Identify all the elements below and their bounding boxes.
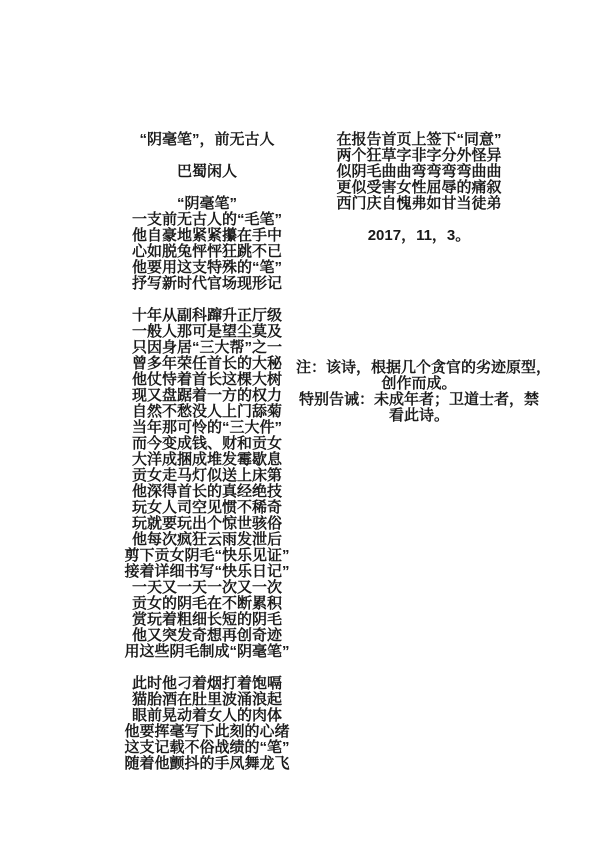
right-column <box>296 131 552 424</box>
poem-line: 眼前晃动着女人的肉体 <box>131 707 282 724</box>
poem-date: 2017，11，3。 <box>367 227 471 244</box>
note-line: 特别告诫：未成年者；卫道士者，禁 <box>298 391 539 408</box>
poem-line: 现又盘踞着一方的权力 <box>131 387 282 404</box>
poem-line: 剪下贡女阴毛“快乐见证” <box>124 547 290 564</box>
poem-line: 玩女人司空见惯不稀奇 <box>131 499 282 516</box>
poem-line: 玩就要玩出个惊世骇俗 <box>131 515 282 532</box>
poem-line: 在报告首页上签下“同意” <box>336 131 502 148</box>
poem-line: 他自豪地紧紧攥在手中 <box>131 227 282 244</box>
poem-line: 两个狂草字非字分外怪异 <box>336 147 502 164</box>
poem-line: 他要用这支特殊的“笔” <box>131 259 282 276</box>
poem-line: 心如脱兔怦怦狂跳不已 <box>131 243 282 260</box>
poem-line: 随着他颤抖的手凤舞龙飞 <box>124 755 290 772</box>
poem-line: 而今变成钱、财和贡女 <box>131 435 282 452</box>
poem-line: 抒写新时代官场现形记 <box>131 275 282 292</box>
poem-line: 这支记载不俗战绩的“笔” <box>124 739 290 756</box>
poem-line: 此时他刁着烟打着饱嗝 <box>131 675 282 692</box>
poem-line: 贡女的阴毛在不断累积 <box>131 595 282 612</box>
poem-line: 一支前无古人的“毛笔” <box>131 211 282 228</box>
note-line: 注：该诗，根据几个贪官的劣迹原型， <box>296 359 552 376</box>
poem-line: 曾多年荣任首长的大秘 <box>131 355 282 372</box>
poem-line: 贡女走马灯似送上床第 <box>131 467 282 484</box>
poem-line: 用这些阴毛制成“阴毫笔” <box>124 643 290 660</box>
poem-line: 接着详细书写“快乐日记” <box>124 563 290 580</box>
poem-line: 当年那可怜的“三大件” <box>131 419 282 436</box>
poem-line: 自然不愁没人上门舔菊 <box>131 403 282 420</box>
poem-line: 十年从副科蹿升正厅级 <box>131 307 282 324</box>
poem-line: 他要挥毫写下此刻的心绪 <box>124 723 290 740</box>
poem-line: 他又突发奇想再创奇迹 <box>131 627 282 644</box>
poem-line: 一般人那可是望尘莫及 <box>131 323 282 340</box>
poem-line: 他深得首长的真经绝技 <box>131 483 282 500</box>
poem-line: 只因身居“三大帮”之一 <box>131 339 282 356</box>
note-line: 创作而成。 <box>381 375 457 392</box>
poem-stanza-4 <box>296 132 542 212</box>
poem-line: 他每次疯狂云雨发泄后 <box>131 531 282 548</box>
poem-author: 巴蜀闲人 <box>176 163 237 180</box>
poem-stanza-3 <box>78 676 336 772</box>
poem-line: 一天又一天一次又一次 <box>131 579 282 596</box>
note-block <box>296 359 552 424</box>
poem-line: 西门庆自愧弗如甘当徒弟 <box>336 195 502 212</box>
poem-title: “阴毫笔”，前无古人 <box>139 131 275 148</box>
poem-line: 猫胎酒在肚里波涌浪起 <box>131 691 282 708</box>
poem-line: “阴毫笔” <box>176 195 237 212</box>
poem-line: 更似受害女性屈辱的痛叙 <box>336 179 502 196</box>
poem-line: 大洋成捆成堆发霉歇息 <box>131 451 282 468</box>
poem-line: 他仗恃着首长这棵大树 <box>131 371 282 388</box>
poem-line: 赏玩着粗细长短的阴毛 <box>131 611 282 628</box>
note-line: 看此诗。 <box>388 407 449 424</box>
poem-line: 似阴毛曲曲弯弯弯弯曲曲 <box>336 163 502 180</box>
